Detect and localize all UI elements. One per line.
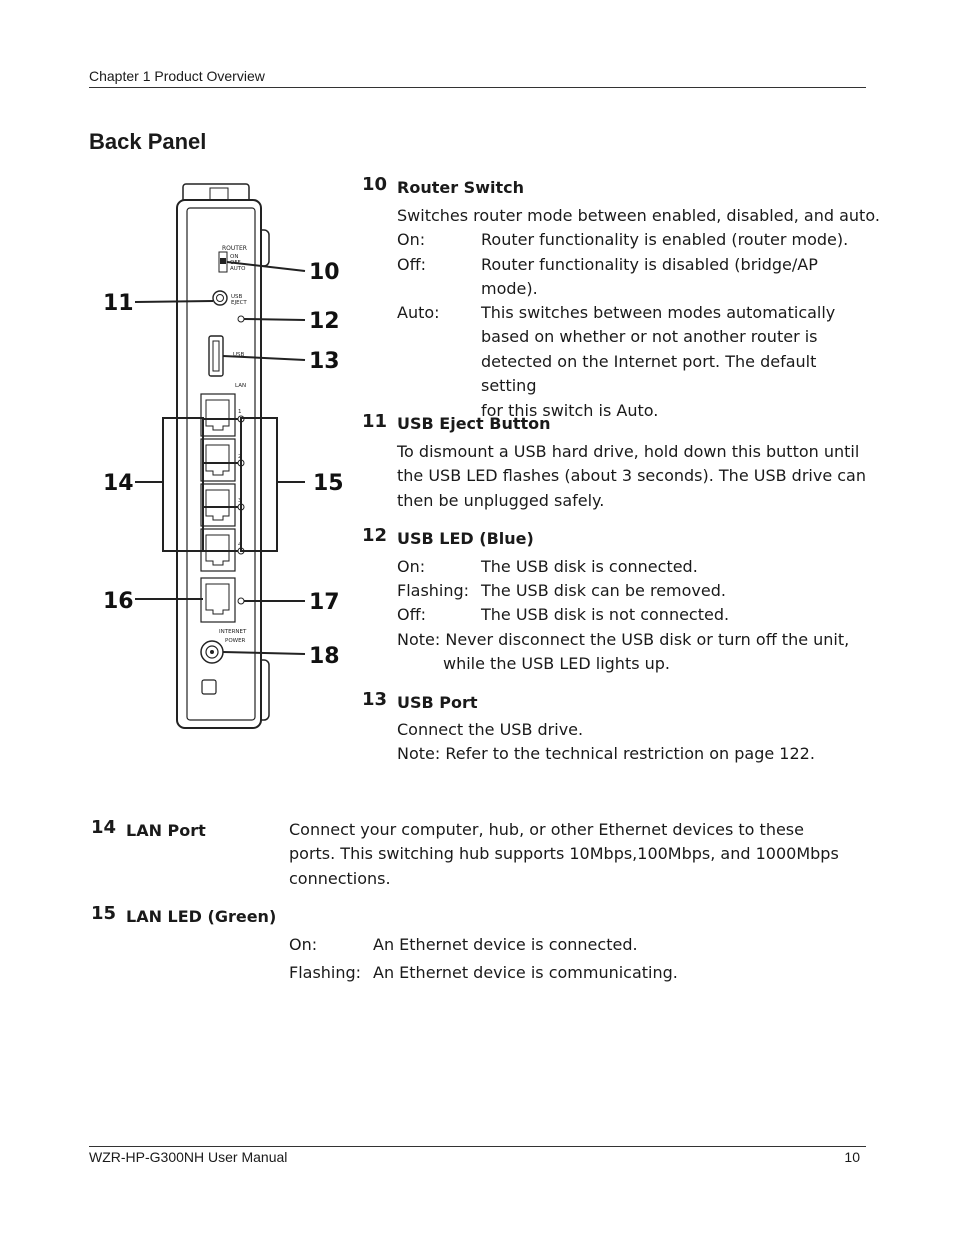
section-10-title: Router Switch <box>397 178 524 197</box>
lan-port-1[interactable] <box>201 394 235 436</box>
label-power: POWER <box>225 638 246 644</box>
callout-12: 12 <box>309 309 340 334</box>
section-12-note <box>397 628 867 677</box>
power-jack-pin <box>210 650 214 654</box>
label-on: ON <box>230 254 239 260</box>
internet-port[interactable] <box>201 578 235 622</box>
label-router: ROUTER <box>222 245 247 252</box>
section-12-number: 12 <box>362 525 388 546</box>
label-auto: AUTO <box>230 266 246 272</box>
lan-number-3: 3 <box>238 498 242 504</box>
usb-port-inner <box>213 341 219 371</box>
row-text: The USB disk is connected. <box>481 557 698 576</box>
chapter-header: Chapter 1 Product Overview <box>89 68 265 84</box>
page-number: 10 <box>844 1149 860 1165</box>
section-15-title: LAN LED (Green) <box>126 907 277 926</box>
section-13-body <box>397 718 867 767</box>
row-text: This switches between modes automatically <box>481 303 836 322</box>
note-line: while the USB LED lights up. <box>443 654 671 674</box>
row-label: Flashing: <box>397 581 470 600</box>
row-text: for this switch is Auto. <box>481 400 659 420</box>
callout-16: 16 <box>103 589 134 614</box>
label-usb-port: USB <box>233 352 245 358</box>
note-line: Note: Never disconnect the USB disk or turn off the unit, <box>397 630 850 649</box>
row-text: mode). <box>481 279 538 299</box>
label-usb: USB <box>231 294 243 300</box>
lan-number-1: 1 <box>238 409 242 415</box>
row-label: On: <box>397 230 426 249</box>
section-15-number: 15 <box>91 903 117 924</box>
section-11-title: USB Eject Button <box>397 414 551 433</box>
lan-number-2: 2 <box>238 454 242 460</box>
row-text: Router functionality is enabled (router mode). <box>481 230 849 249</box>
section-13-title: USB Port <box>397 693 478 712</box>
security-slot <box>202 680 216 694</box>
lan-port-2[interactable] <box>201 439 235 481</box>
callout-18: 18 <box>309 644 340 669</box>
row-text: based on whether or not another router is <box>481 327 818 347</box>
body-line: To dismount a USB hard drive, hold down this button until <box>397 442 860 461</box>
callout-10: 10 <box>309 260 340 285</box>
usb-led <box>238 316 244 322</box>
section-11-number: 11 <box>362 411 388 432</box>
row-label: Off: <box>397 605 427 624</box>
page-title: Back Panel <box>89 129 207 154</box>
row-label: Off: <box>397 255 427 274</box>
row-label: On: <box>289 935 318 954</box>
row-text: The USB disk is not connected. <box>481 605 730 624</box>
body-line: ports. This switching hub supports 10Mbps,100Mbps, and 1000Mbps <box>289 844 839 864</box>
section-14-body <box>289 818 864 891</box>
section-10-number: 10 <box>362 174 388 195</box>
row-text: The USB disk can be removed. <box>481 581 726 600</box>
back-panel-figure <box>95 178 355 738</box>
section-11-body <box>397 440 867 513</box>
label-internet: INTERNET <box>219 629 247 635</box>
header-rule <box>89 87 866 88</box>
row-text: detected on the Internet port. The default setting <box>481 351 817 396</box>
label-off: OFF <box>230 260 241 266</box>
section-10-intro: Switches router mode between enabled, disabled, and auto. <box>397 206 880 225</box>
row-text: An Ethernet device is communicating. <box>373 963 678 982</box>
router-switch-knob <box>220 258 226 264</box>
label-eject: EJECT <box>231 300 247 306</box>
lan-port-3[interactable] <box>201 484 235 526</box>
row-label: Auto: <box>397 303 440 322</box>
callout-15: 15 <box>313 471 344 496</box>
section-15-row-on <box>289 933 864 959</box>
footer-manual-title: WZR-HP-G300NH User Manual <box>89 1149 288 1165</box>
internet-led <box>238 598 244 604</box>
callout-17: 17 <box>309 590 340 615</box>
callout-13: 13 <box>309 349 340 374</box>
row-label: On: <box>397 557 426 576</box>
body-line: Note: Refer to the technical restriction on page 122. <box>397 744 815 764</box>
body-line: Connect your computer, hub, or other Ethernet devices to these <box>289 820 804 839</box>
row-label: Flashing: <box>289 963 362 982</box>
body-line: then be unplugged safely. <box>397 490 605 510</box>
usb-eject-button-inner <box>217 295 224 302</box>
body-line: Connect the USB drive. <box>397 720 584 739</box>
body-line: the USB LED flashes (about 3 seconds). The USB drive can <box>397 466 866 486</box>
row-text: Router functionality is disabled (bridge/AP <box>481 255 818 274</box>
callout-14: 14 <box>103 471 134 496</box>
body-line: connections. <box>289 868 391 888</box>
lan-number-4: 4 <box>238 542 242 548</box>
label-lan: LAN <box>235 383 247 389</box>
footer-rule <box>89 1146 866 1147</box>
section-14-number: 14 <box>91 817 117 838</box>
section-14-title: LAN Port <box>126 821 206 840</box>
row-text: An Ethernet device is connected. <box>373 935 638 954</box>
section-15-row-flashing <box>289 961 864 987</box>
callout-11: 11 <box>103 291 134 316</box>
section-13-number: 13 <box>362 689 388 710</box>
section-12-title: USB LED (Blue) <box>397 529 534 548</box>
